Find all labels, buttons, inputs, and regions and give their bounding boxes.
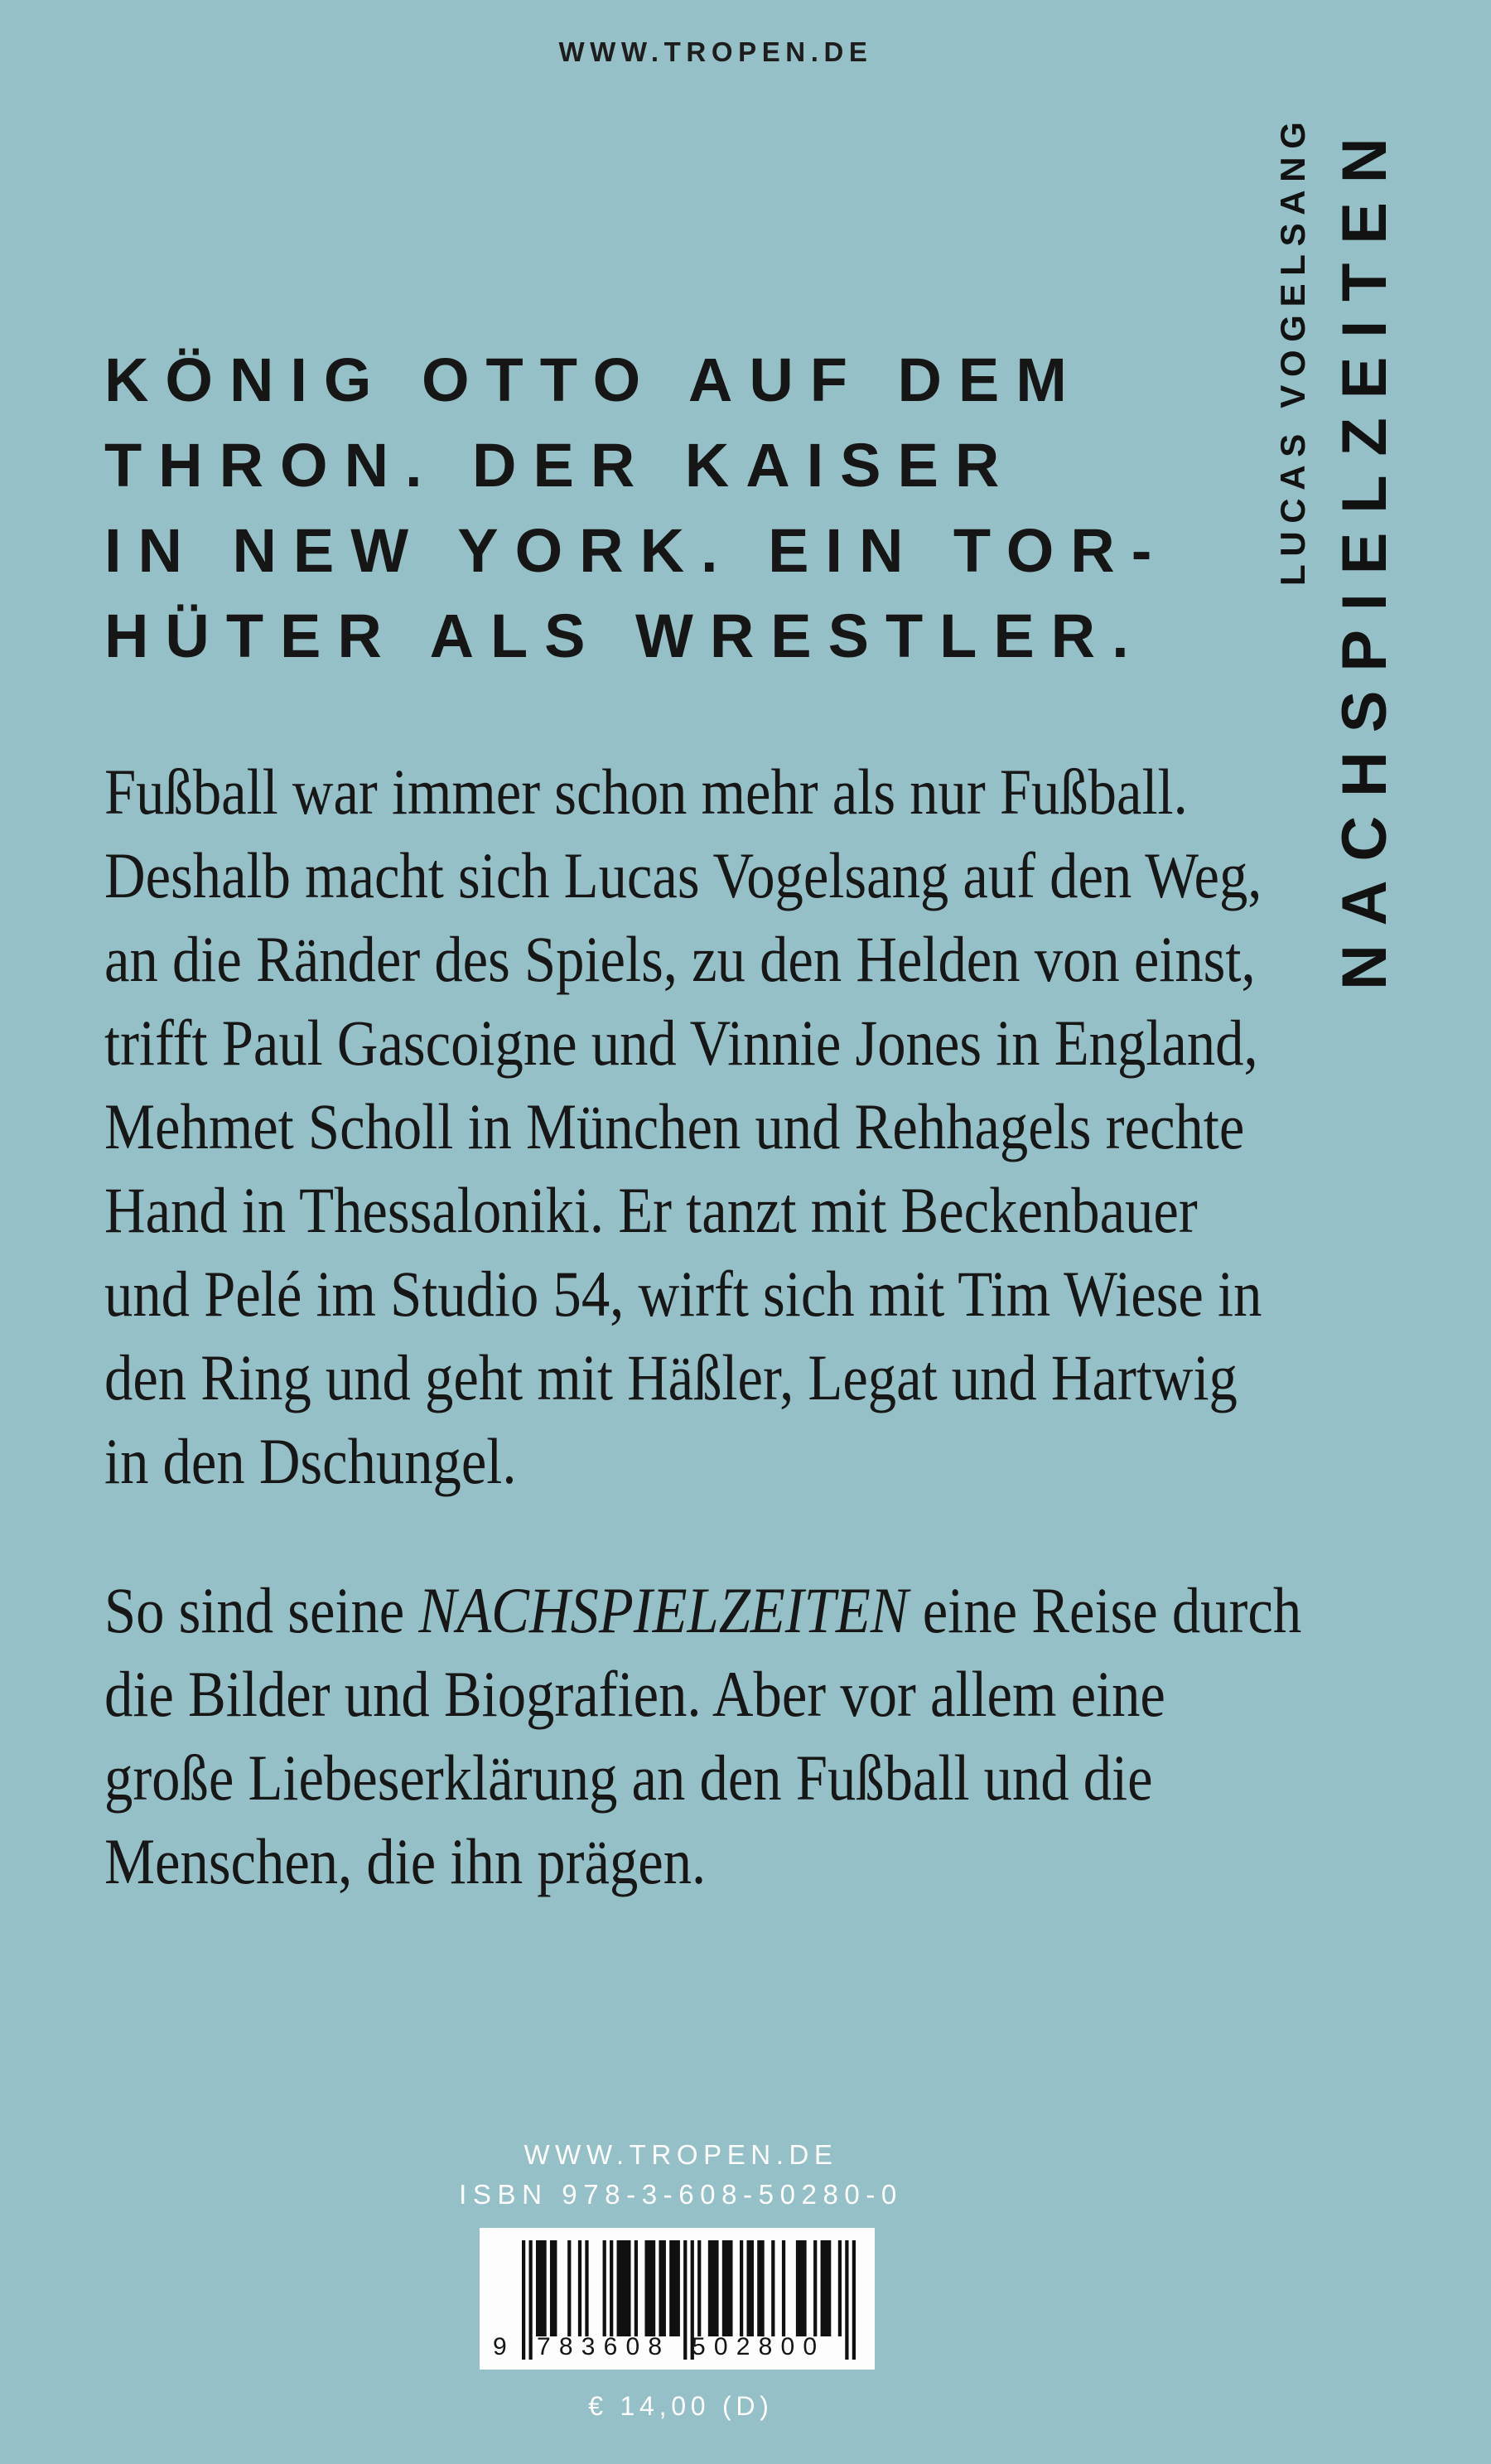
spine-author: LUCAS VOGELSANG [1273,114,1312,586]
blurb-text: eine Reise durch [908,1574,1302,1646]
blurb-line: und Pelé im Studio 54, wirft sich mit Tim Wiese in [104,1258,1262,1330]
blurb-line: den Ring und geht mit Häßler, Legat und Hartwig [104,1341,1238,1413]
blurb-line: in den Dschungel. [104,1425,517,1497]
blurb-line: trifft Paul Gascoigne und Vinnie Jones in England, [104,1007,1258,1079]
blurb-line: große Liebeserklärung an den Fußball und die [104,1742,1153,1814]
headline-line: THRON. DER KAISER [104,431,1016,500]
barcode-digit-group-right: 502800 [692,2333,826,2360]
blurb-line [104,1568,1301,1652]
blurb-line: Hand in Thessaloniki. Er tanzt mit Beckenbauer [104,1174,1198,1246]
headline-line: KÖNIG OTTO AUF DEM [104,345,1083,414]
blurb-line: Menschen, die ihn prägen. [104,1825,707,1897]
blurb-line: an die Ränder des Spiels, zu den Helden von einst, [104,923,1256,995]
barcode [480,2228,875,2370]
book-title-italic: NACHSPIELZEITEN [418,1574,909,1646]
spine-title: NACHSPIELZEITEN [1329,118,1400,990]
price-text: € 14,00 (D) [588,2391,774,2421]
headline [104,337,1168,679]
blurb-line: Fußball war immer schon mehr als nur Fußball. [104,756,1188,828]
publisher-url-bottom: WWW.TROPEN.DE [524,2139,838,2170]
headline-line: HÜTER ALS WRESTLER. [104,602,1146,670]
publisher-url-top: WWW.TROPEN.DE [558,36,873,67]
blurb-paragraph-1 [104,750,1262,1503]
barcode-digit-group-left: 783608 [537,2333,671,2360]
blurb-text: So sind seine [104,1574,419,1646]
barcode-digit-first: 9 [493,2333,515,2360]
isbn-text: ISBN 978-3-608-50280-0 [459,2179,903,2210]
blurb-line: Mehmet Scholl in München und Rehhagels rechte [104,1090,1245,1162]
blurb-line: die Bilder und Biografien. Aber vor allem eine [104,1658,1165,1730]
headline-line: IN NEW YORK. EIN TOR- [104,516,1169,585]
blurb-paragraph-2 [104,1568,1301,1903]
blurb-line: Deshalb macht sich Lucas Vogelsang auf den Weg, [104,839,1262,911]
